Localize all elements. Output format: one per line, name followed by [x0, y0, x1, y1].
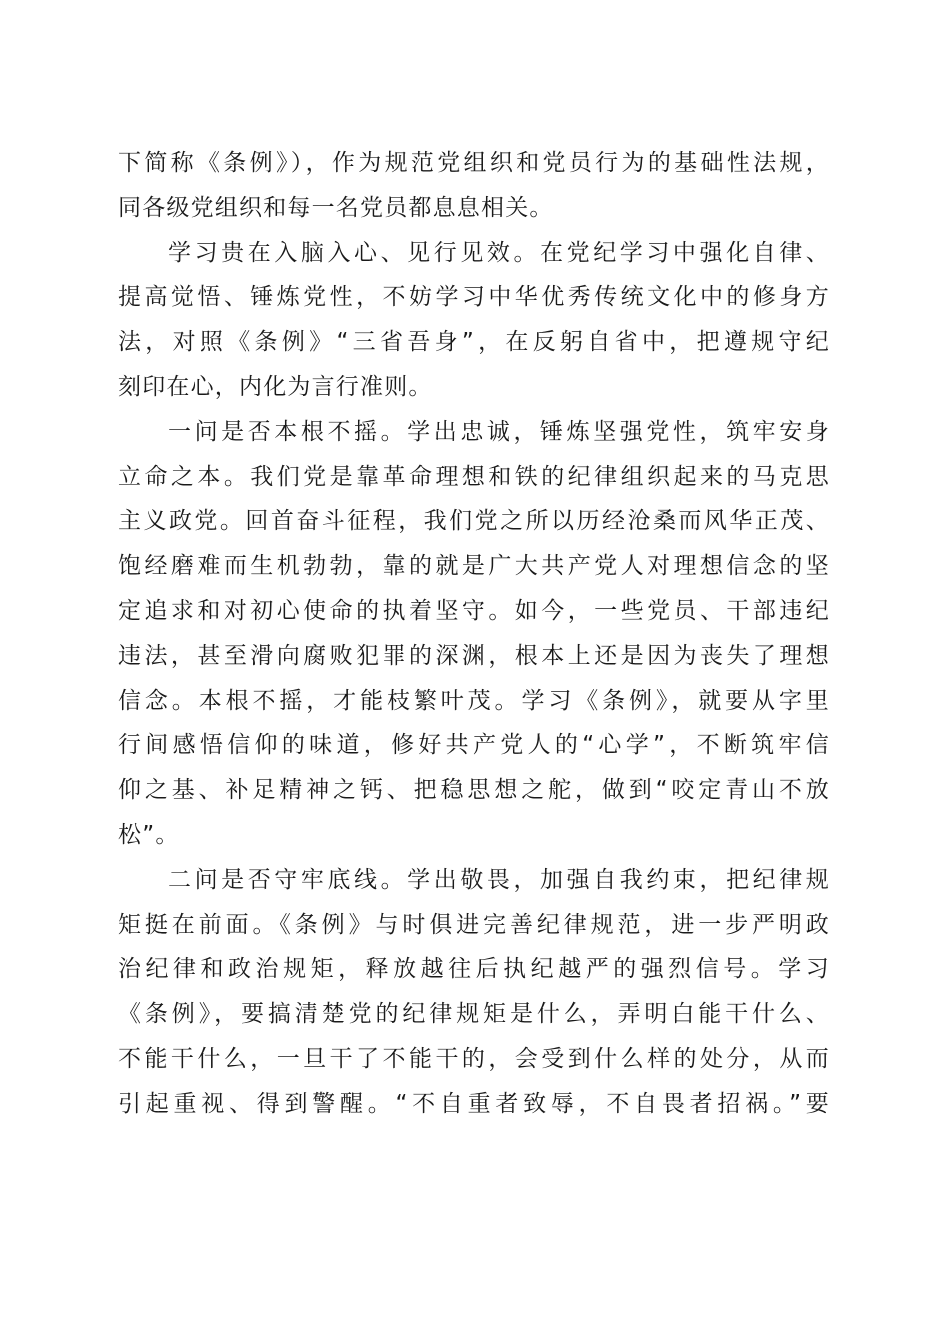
text-line: 同各级党组织和每一名党员都息息相关。 — [118, 194, 554, 221]
text-line: 不能干什么，一旦干了不能干的，会受到什么样的处分，从而 — [118, 1045, 830, 1072]
paragraph-first-question — [118, 410, 830, 858]
paragraph-study-intro — [118, 231, 830, 410]
text-line: 信念。本根不摇，才能枝繁叶茂。学习《条例》，就要从字里 — [118, 687, 830, 714]
text-line: 主义政党。回首奋斗征程，我们党之所以历经沧桑而风华正茂、 — [118, 508, 830, 535]
text-line: 下简称《条例》），作为规范党组织和党员行为的基础性法规， — [118, 150, 830, 176]
text-line: 治纪律和政治规矩，释放越往后执纪越严的强烈信号。学习 — [118, 956, 830, 983]
body-text — [118, 141, 830, 1127]
text-line: 引起重视、得到警醒。“不自重者致辱，不自畏者招祸。”要 — [118, 1090, 830, 1117]
text-line: 仰之基、补足精神之钙、把稳思想之舵，做到“咬定青山不放 — [118, 777, 830, 804]
text-line: 法，对照《条例》“三省吾身”，在反躬自省中，把遵规守纪 — [118, 329, 830, 356]
text-line: 定追求和对初心使命的执着坚守。如今，一些党员、干部违纪 — [118, 597, 830, 624]
text-line: 学习贵在入脑入心、见行见效。在党纪学习中强化自律、 — [168, 239, 830, 266]
text-line: 《条例》，要搞清楚党的纪律规矩是什么，弄明白能干什么、 — [118, 1001, 830, 1028]
text-line: 行间感悟信仰的味道，修好共产党人的“心学”，不断筑牢信 — [118, 732, 830, 759]
text-line: 立命之本。我们党是靠革命理想和铁的纪律组织起来的马克思 — [118, 463, 830, 490]
text-line: 提高觉悟、锤炼党性，不妨学习中华优秀传统文化中的修身方 — [118, 284, 830, 311]
text-line: 二问是否守牢底线。学出敬畏，加强自我约束，把纪律规 — [168, 866, 830, 893]
paragraph-second-question — [118, 858, 830, 1127]
text-line: 矩挺在前面。《条例》与时俱进完善纪律规范，进一步严明政 — [118, 911, 830, 938]
text-line: 刻印在心，内化为言行准则。 — [118, 373, 433, 400]
paragraph-continuation — [118, 141, 830, 231]
text-line: 违法，甚至滑向腐败犯罪的深渊，根本上还是因为丧失了理想 — [118, 642, 830, 669]
text-line: 松”。 — [118, 821, 180, 848]
text-line: 饱经磨难而生机勃勃，靠的就是广大共产党人对理想信念的坚 — [118, 553, 830, 580]
text-line: 一问是否本根不摇。学出忠诚，锤炼坚强党性，筑牢安身 — [168, 418, 830, 445]
